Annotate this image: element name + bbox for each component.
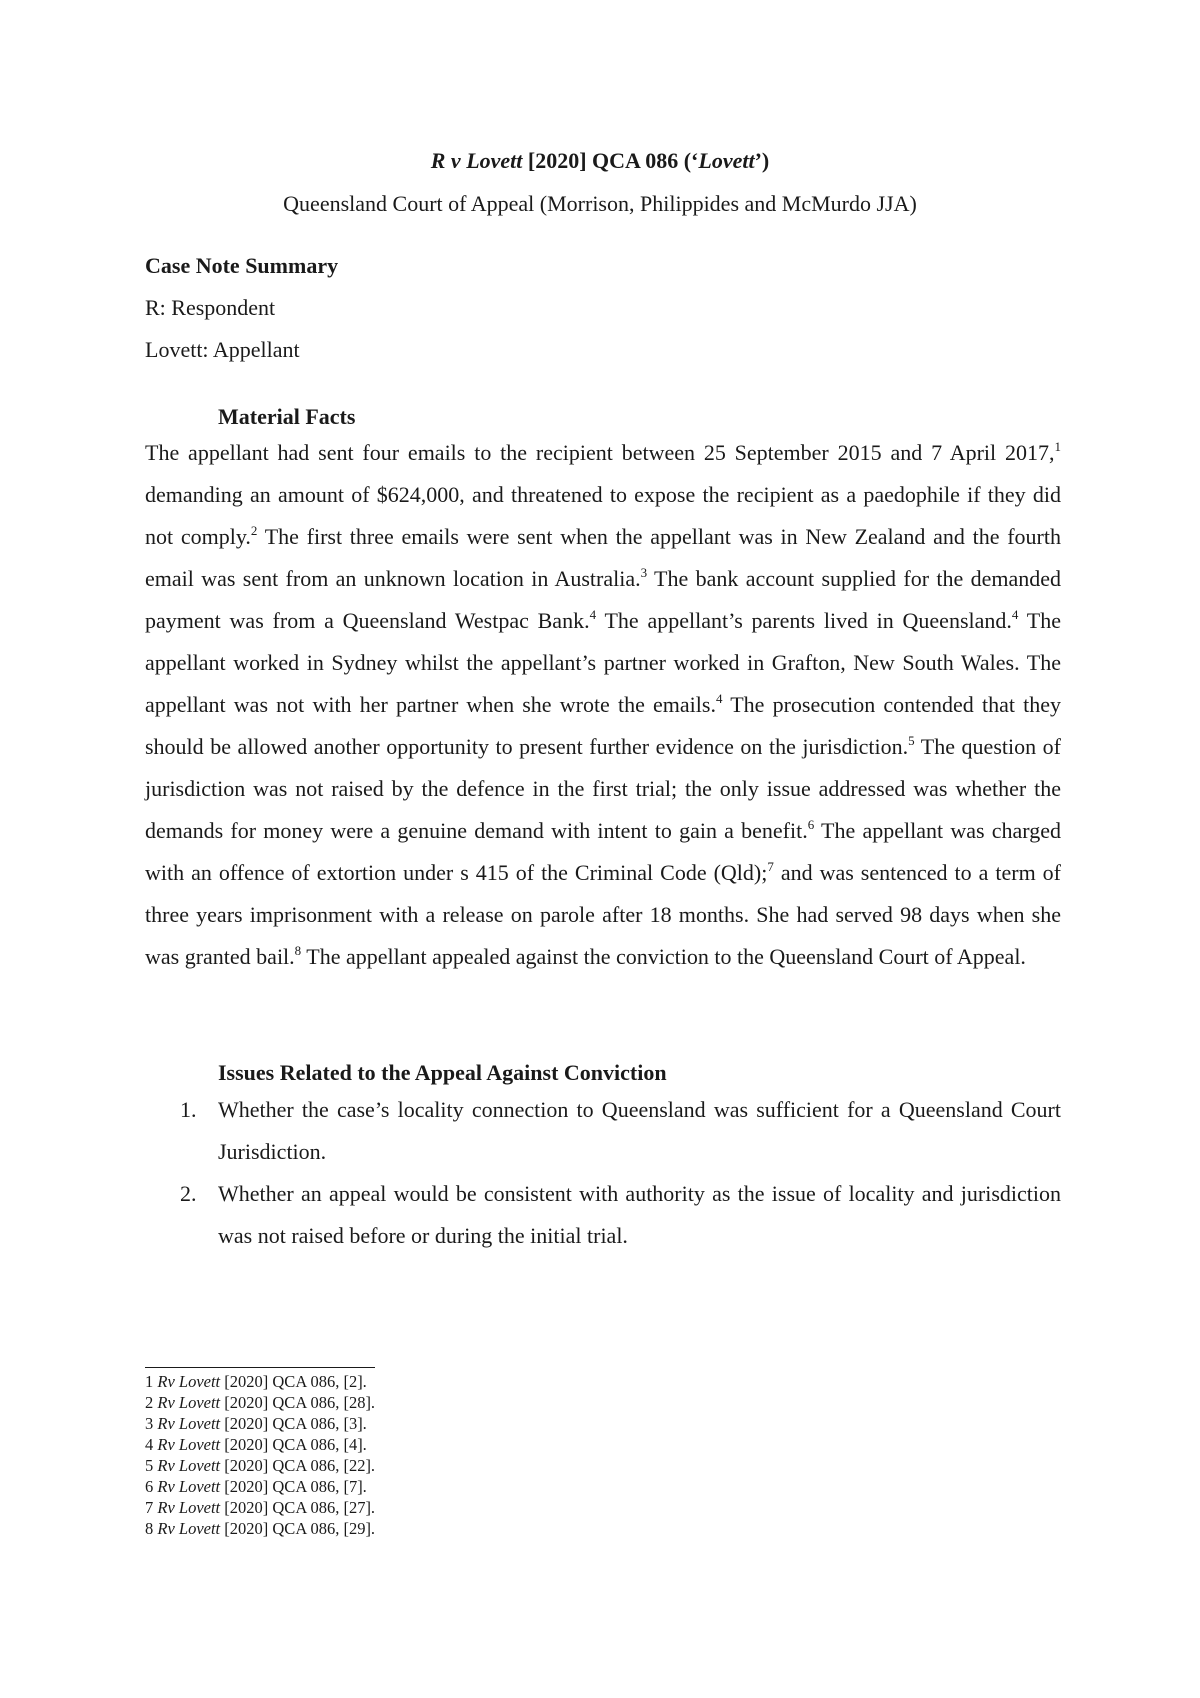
footnote-separator <box>145 1367 375 1368</box>
footnote-item <box>145 1455 745 1476</box>
party-appellant: Lovett: Appellant <box>145 337 300 362</box>
party-respondent: R: Respondent <box>145 295 276 320</box>
footnote-number: 2 <box>145 1393 154 1412</box>
facts-sentence: The appellant’s parents lived in Queensland. <box>596 608 1012 633</box>
footnote-item <box>145 1476 745 1497</box>
footnote-number: 6 <box>145 1477 154 1496</box>
facts-sentence: The appellant was charged with an offence of extortion under s 415 of the Criminal Code (Qld); <box>145 818 1061 885</box>
footnote-case-name: Rv Lovett <box>157 1456 221 1475</box>
facts-sentence: The appellant had sent four emails to the recipient between 25 September 2015 and 7 April 2017, <box>145 440 1055 465</box>
footnote-reference[interactable]: 1 <box>1054 438 1061 454</box>
footnote-item <box>145 1413 745 1434</box>
footnote-item <box>145 1371 745 1392</box>
footnote-case-name: Rv Lovett <box>157 1435 221 1454</box>
facts-sentence: The bank account supplied for the demanded payment was from a Queensland Westpac Bank. <box>145 566 1061 633</box>
footnote-reference[interactable]: 6 <box>807 816 815 832</box>
case-name: R v Lovett <box>430 148 523 173</box>
footnote-reference[interactable]: 4 <box>589 606 597 622</box>
footnote-citation: [2020] QCA 086, [28]. <box>220 1393 376 1412</box>
footnote-reference[interactable]: 3 <box>640 564 648 580</box>
case-short-name: Lovett <box>698 148 755 173</box>
footnote-number: 8 <box>145 1519 154 1538</box>
issues-list <box>145 1089 1061 1257</box>
footnote-reference[interactable]: 2 <box>250 522 258 538</box>
footnote-reference[interactable]: 8 <box>294 942 302 958</box>
footnote-case-name: Rv Lovett <box>157 1519 221 1538</box>
case-title-closing: ’) <box>754 148 770 173</box>
issue-number: 2. <box>180 1181 197 1206</box>
issue-text: Whether an appeal would be consistent with authority as the issue of locality and jurisdiction was not raised before or during the initial trial. <box>218 1181 1061 1248</box>
footnote-citation: [2020] QCA 086, [4]. <box>220 1435 367 1454</box>
facts-sentence: and was sentenced to a term of three years imprisonment with a release on parole after 18 months. She had served 98 days when she was granted bail. <box>145 860 1062 969</box>
court-subtitle: Queensland Court of Appeal (Morrison, Philippides and McMurdo JJA) <box>283 191 917 216</box>
footnote-reference[interactable]: 7 <box>767 858 774 874</box>
material-facts-heading: Material Facts <box>218 404 356 429</box>
footnote-reference[interactable]: 5 <box>908 732 915 748</box>
footnote-item <box>145 1392 745 1413</box>
issue-number: 1. <box>180 1097 197 1122</box>
footnotes <box>145 1371 745 1539</box>
facts-sentence: The prosecution contended that they should be allowed another opportunity to present further evidence on the jurisdiction. <box>145 692 1061 759</box>
material-facts-paragraph <box>145 432 1061 978</box>
footnote-case-name: Rv Lovett <box>157 1372 221 1391</box>
footnote-number: 4 <box>145 1435 154 1454</box>
footnote-number: 5 <box>145 1456 154 1475</box>
facts-sentence: The question of jurisdiction was not raised by the defence in the first trial; the only issue addressed was whether the demands for money were a genuine demand with intent to gain a benefit. <box>145 734 1061 843</box>
footnote-case-name: Rv Lovett <box>157 1498 221 1517</box>
issue-item <box>145 1089 1061 1173</box>
issues-heading: Issues Related to the Appeal Against Conviction <box>218 1060 667 1085</box>
footnote-citation: [2020] QCA 086, [22]. <box>220 1456 376 1475</box>
footnote-citation: [2020] QCA 086, [7]. <box>220 1477 367 1496</box>
case-citation: [2020] QCA 086 (‘ <box>522 148 699 173</box>
footnote-number: 1 <box>145 1372 154 1391</box>
footnote-citation: [2020] QCA 086, [29]. <box>220 1519 376 1538</box>
issue-text: Whether the case’s locality connection to Queensland was sufficient for a Queensland Court Jurisdiction. <box>218 1097 1061 1164</box>
facts-sentence: The first three emails were sent when the appellant was in New Zealand and the fourth email was sent from an unknown location in Australia. <box>145 524 1061 591</box>
footnote-reference[interactable]: 4 <box>1011 606 1019 622</box>
issue-item <box>145 1173 1061 1257</box>
case-title <box>0 147 1200 175</box>
footnote-citation: [2020] QCA 086, [27]. <box>220 1498 376 1517</box>
footnote-citation: [2020] QCA 086, [3]. <box>220 1414 367 1433</box>
facts-sentence: The appellant appealed against the conviction to the Queensland Court of Appeal. <box>301 944 1026 969</box>
summary-section <box>145 245 1061 371</box>
footnote-item <box>145 1518 745 1539</box>
facts-sentence: The appellant worked in Sydney whilst the appellant’s partner worked in Grafton, New South Wales. The appellant was not with her partner when she wrote the emails. <box>145 608 1061 717</box>
footnote-case-name: Rv Lovett <box>157 1414 221 1433</box>
footnote-case-name: Rv Lovett <box>157 1393 221 1412</box>
footnote-item <box>145 1497 745 1518</box>
footnote-number: 7 <box>145 1498 154 1517</box>
summary-heading: Case Note Summary <box>145 253 339 278</box>
footnote-citation: [2020] QCA 086, [2]. <box>220 1372 367 1391</box>
facts-sentence: demanding an amount of $624,000, and threatened to expose the recipient as a paedophile if they did not comply. <box>145 482 1061 549</box>
footnote-case-name: Rv Lovett <box>157 1477 221 1496</box>
footnote-number: 3 <box>145 1414 154 1433</box>
footnote-reference[interactable]: 4 <box>715 690 723 706</box>
footnote-item <box>145 1434 745 1455</box>
